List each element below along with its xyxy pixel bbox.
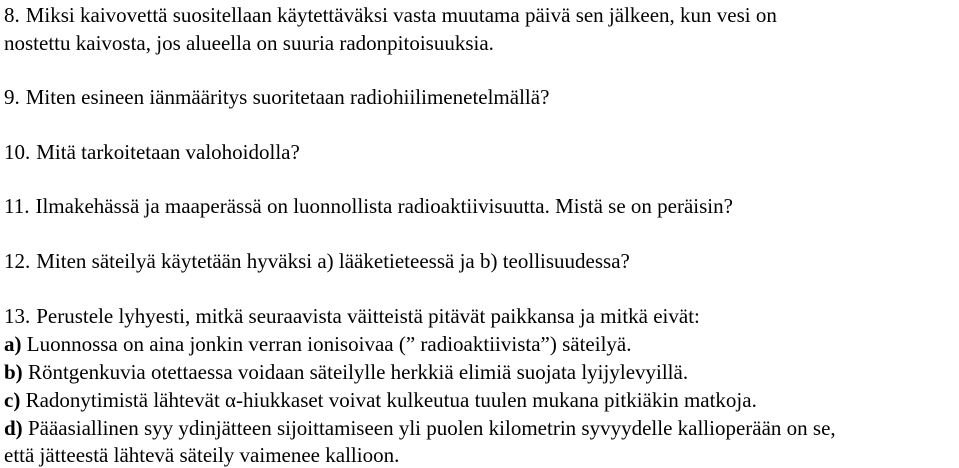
question-number: 11. (4, 194, 30, 218)
statement-text: Radonytimistä lähtevät α-hiukkaset voivat kulkeutua tuulen mukana pitkiäkin matkoja. (25, 388, 757, 412)
statement-label: a) (4, 332, 22, 356)
question-8-line-1 (4, 2, 955, 28)
statement-d-continuation (4, 442, 955, 468)
question-9 (4, 84, 955, 110)
statement-text: Pääasiallinen syy ydinjätteen sijoittamiseen yli puolen kilometrin syvyydelle kallioperään on se, (27, 416, 836, 440)
statement-c (4, 387, 955, 413)
question-10 (4, 139, 955, 165)
question-number: 8. (4, 3, 20, 27)
question-text-continuation: nostettu kaivosta, jos alueella on suuria radonpitoisuuksia. (4, 31, 494, 55)
question-number: 12. (4, 249, 31, 273)
question-12 (4, 248, 955, 274)
statement-a (4, 331, 955, 357)
statement-b (4, 359, 955, 385)
question-number: 10. (4, 140, 31, 164)
statement-d (4, 415, 955, 441)
question-text: Miten säteilyä käytetään hyväksi a) lääketieteessä ja b) teollisuudessa? (36, 249, 630, 273)
statement-text: Röntgenkuvia otettaessa voidaan säteilylle herkkiä elimiä suojata lyijylevyillä. (27, 360, 689, 384)
statement-label: b) (4, 360, 23, 384)
question-13 (4, 303, 955, 329)
question-text: Miksi kaivovettä suositellaan käytettäväksi vasta muutama päivä sen jälkeen, kun vesi on (25, 3, 777, 27)
question-text: Ilmakehässä ja maaperässä on luonnollista radioaktiivisuutta. Mistä se on peräisin? (35, 194, 733, 218)
question-text: Mitä tarkoitetaan valohoidolla? (36, 140, 300, 164)
question-number: 9. (4, 85, 20, 109)
question-11 (4, 193, 955, 219)
question-number: 13. (4, 304, 31, 328)
statement-label: d) (4, 416, 23, 440)
statement-label: c) (4, 388, 21, 412)
statement-text: Luonnossa on aina jonkin verran ionisoivaa (” radioaktiivista”) säteilyä. (26, 332, 632, 356)
question-text: Perustele lyhyesti, mitkä seuraavista väitteistä pitävät paikkansa ja mitkä eivät: (36, 304, 700, 328)
question-text: Miten esineen iänmääritys suoritetaan radiohiilimenetelmällä? (25, 85, 550, 109)
question-8-line-2 (4, 30, 955, 56)
statement-text-continuation: että jätteestä lähtevä säteily vaimenee kallioon. (4, 443, 400, 467)
